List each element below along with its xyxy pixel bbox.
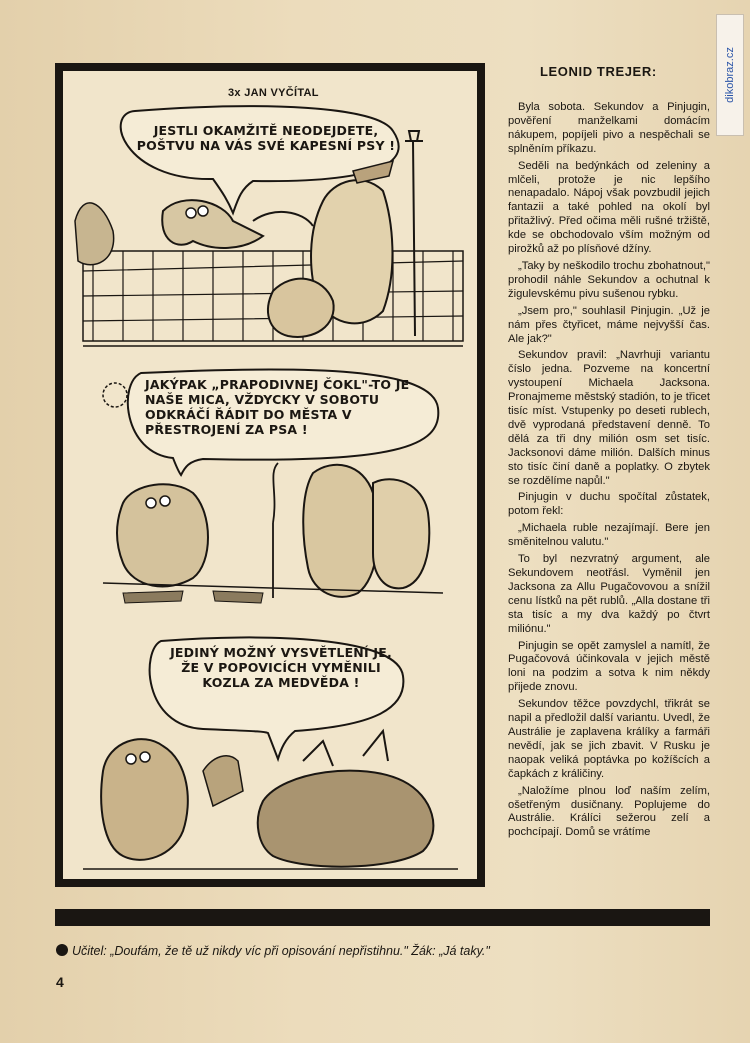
article-paragraph: Byla sobota. Sekundov a Pinjugin, pověření manželkami domácím nákupem, popíjeli pivo a nespěchali se splněním příkazu. xyxy=(508,101,710,155)
article-paragraph: „Michaela ruble nezajímají. Bere jen směnitelnou valutu." xyxy=(508,522,710,549)
comic-panel-3-speech-bubble: JEDINÝ MOŽNÝ VYSVĚTLENÍ JE, ŽE V POPOVICÍCH VYMĚNILI KOZLA ZA MEDVĚDA ! xyxy=(170,645,392,690)
joke-line xyxy=(56,944,706,958)
article-paragraph: „Naložíme plnou loď naším zelím, ošetřeným dusičnany. Poplujeme do Austrálie. Králíci sežerou zelí a pochcípají. Domů se vrátíme xyxy=(508,784,710,839)
comic-panel-2-speech-bubble: JAKÝPAK „PRAPODIVNEJ ČOKL"-TO JE NAŠE MICA, VŽDYCKY V SOBOTU ODKRÁČÍ ŘÁDIT DO MĚSTA V PŘESTROJENÍ ZA PSA ! xyxy=(145,377,410,437)
article-paragraph: Seděli na bedýnkách od zeleniny a mlčeli, protože je nic lepšího nenapadalo. Nápoj však povzbudil jejich fantazii a také pohled na okolí byl přitažlivý. Před očima měli rušné tržiště, kde se obchodovalo vším možným od pirožků až po plísňové džíny. xyxy=(508,159,710,256)
comic-credit: 3x JAN VYČÍTAL xyxy=(228,87,319,99)
watermark-text: dikobraz.cz xyxy=(724,47,736,103)
article-paragraph: „Taky by neškodilo trochu zbohatnout," prohodil náhle Sekundov a ochutnal k žigulevskému pivu sušenou rybku. xyxy=(508,259,710,300)
article-paragraph: Sekundov těžce povzdychl, třikrát se napil a předložil další variantu. Uvedl, že Austrálie je zaplavena králíky a farmáři nevědí, jak se jich zbavit. V Rusku je naopak veliká poptávka po kožíšcích a čapkách z králičiny. xyxy=(508,698,710,780)
page-number: 4 xyxy=(56,974,64,990)
article-paragraph: Sekundov pravil: „Navrhuji variantu číslo jedna. Pozveme na koncertní vystoupení Michaela Jacksona. Pronajmeme městský stadión, to je třicet tisíc míst. Vstupenky po deseti rublech, dvě vyprodaná představení denně. To dělá za tři dny milión osm set tisíc. Jacksonovi dáme milión. Dalších minus sto tisíc činí daně a poplatky. O zbytek se rozdělíme napůl." xyxy=(508,349,710,487)
article-paragraph: Pinjugin se opět zamyslel a namítl, že Pugačovová účinkovala v jejich městě loni na podzim a sotva k nim někdy přijede znovu. xyxy=(508,639,710,694)
divider-bar xyxy=(55,909,710,926)
article-paragraph: To byl nezvratný argument, ale Sekundovem neotřásl. Vyměnil jen Jacksona za Allu Pugačovovou a snížil cenu lístků na pět rublů. „Alla dostane tři sta tisíc a my dva každý po čtvrt miliónu." xyxy=(508,553,710,635)
article-body xyxy=(508,101,710,891)
joke-text: Učitel: „Doufám, že tě už nikdy víc při opisování nepřistihnu." Žák: „Já taky." xyxy=(72,944,490,958)
comic-box xyxy=(55,63,485,887)
watermark-badge[interactable] xyxy=(716,14,744,136)
article-paragraph: „Jsem pro," souhlasil Pinjugin. „Už je nám přes čtyřicet, máme nejvyšší čas. Ale jak?" xyxy=(508,304,710,345)
article-title: LEONID TREJER: xyxy=(540,64,657,79)
comic-panel-1-speech-bubble: JESTLI OKAMŽITĚ NEODEJDETE, POŠTVU NA VÁS SVÉ KAPESNÍ PSY ! xyxy=(136,123,396,153)
bullet-dot-icon xyxy=(56,944,68,956)
article-paragraph: Pinjugin v duchu spočítal zůstatek, potom řekl: xyxy=(508,491,710,518)
